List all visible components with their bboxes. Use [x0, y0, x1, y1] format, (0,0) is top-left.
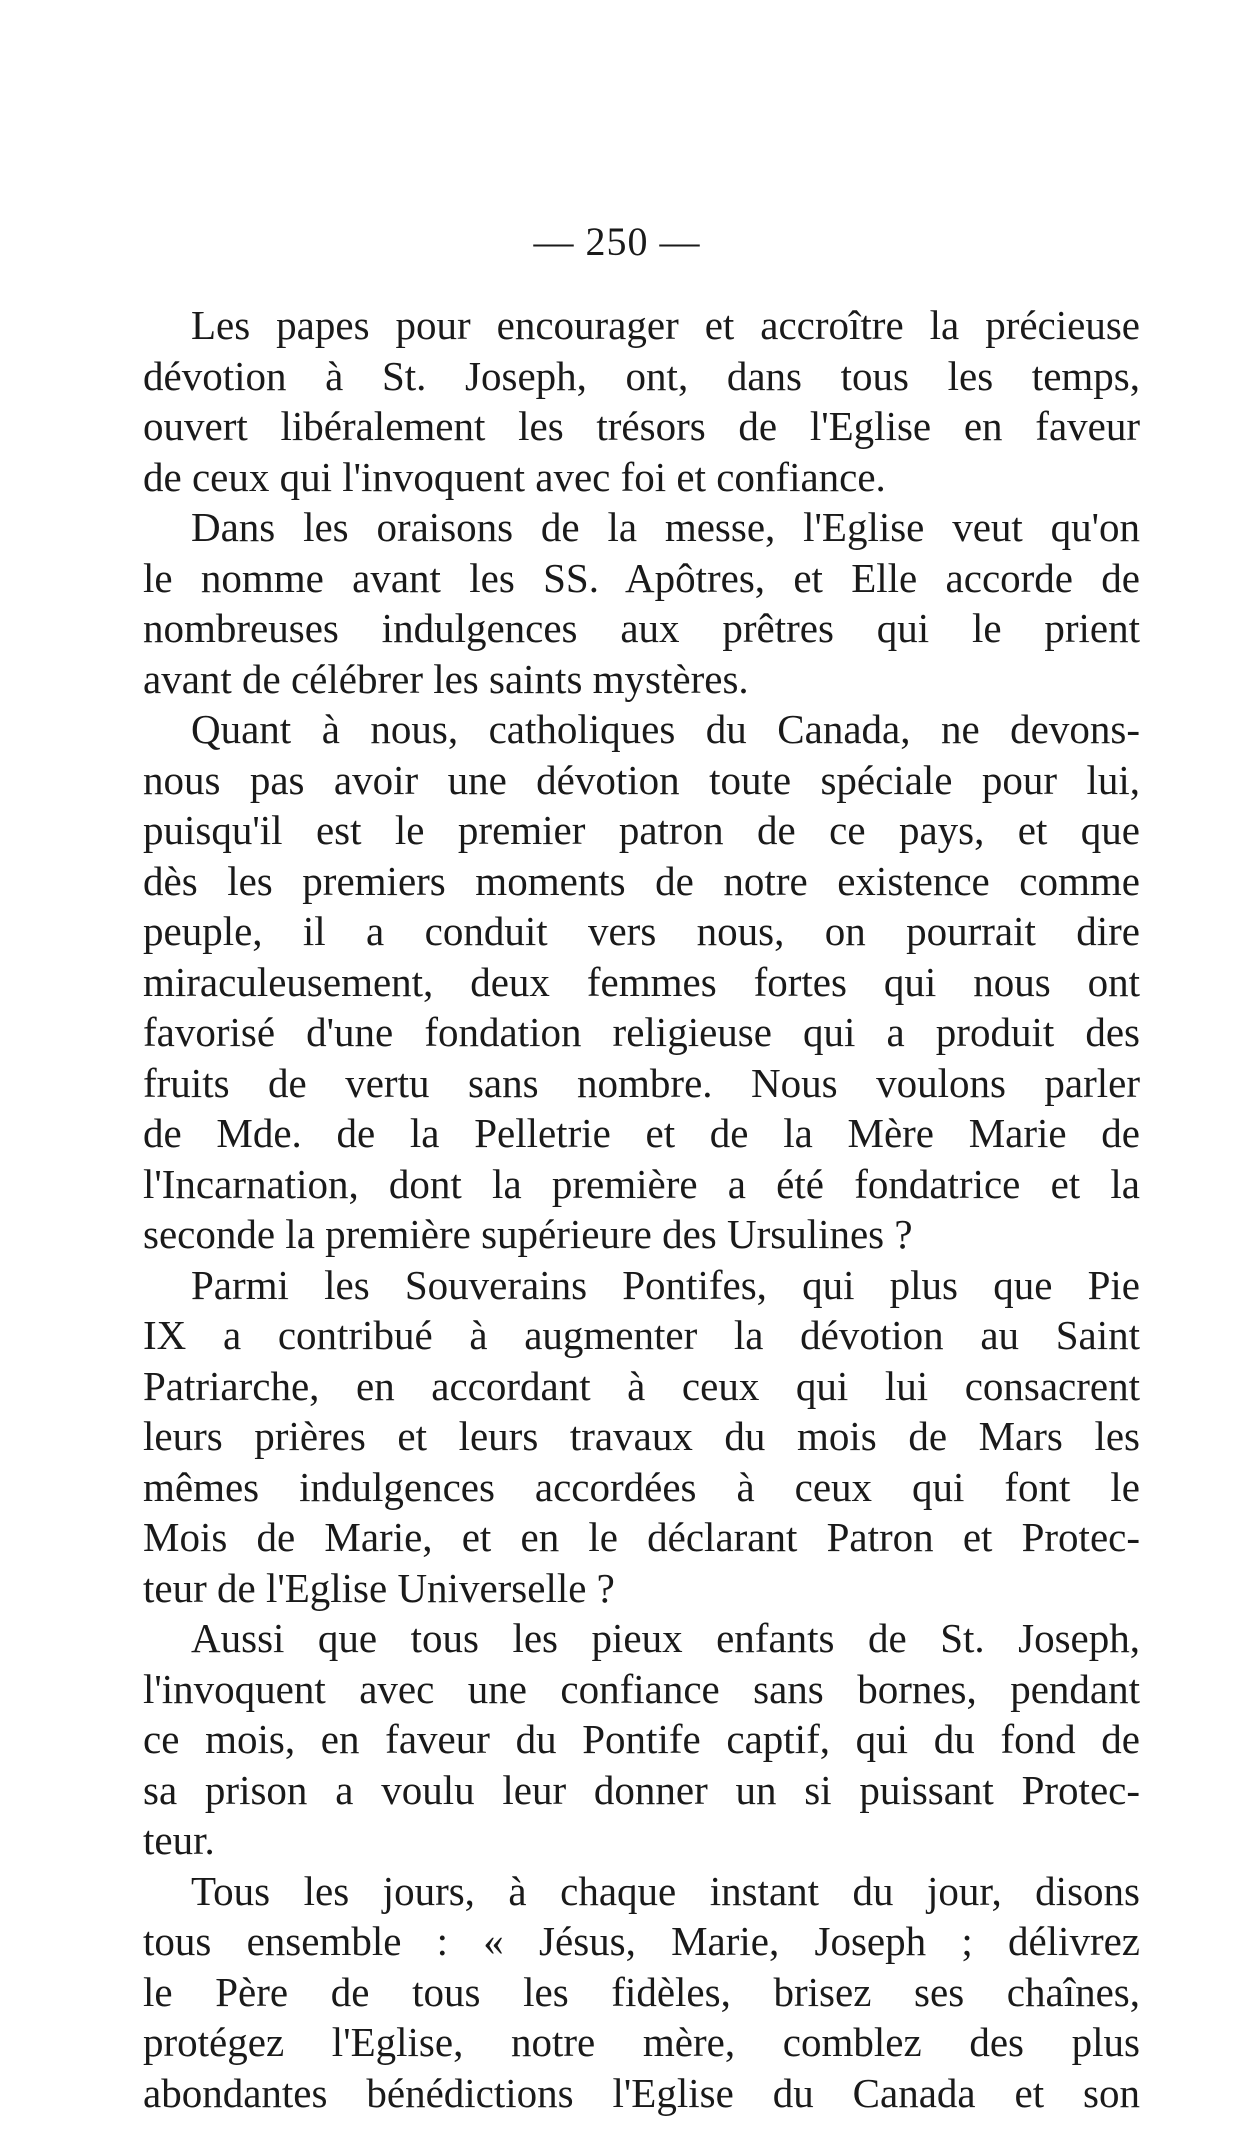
- text-line: l'invoquent avec une confiance sans bornes, pendant: [143, 1665, 1140, 1712]
- body-text: [143, 300, 1140, 2118]
- text-line: Dans les oraisons de la messe, l'Eglise veut qu'on: [191, 504, 1140, 550]
- text-line: peuple, il a conduit vers nous, on pourrait dire: [143, 908, 1140, 954]
- text-line: Parmi les Souverains Pontifes, qui plus que Pie: [191, 1261, 1140, 1308]
- text-line: le Père de tous les fidèles, brisez ses chaînes,: [143, 1968, 1140, 2015]
- text-line: nous pas avoir une dévotion toute spéciale pour lui,: [143, 756, 1140, 803]
- text-line: dévotion à St. Joseph, ont, dans tous les temps,: [143, 352, 1140, 399]
- text-line: abondantes bénédictions l'Eglise du Canada et son: [143, 2069, 1140, 2116]
- text-line: de Mde. de la Pelletrie et de la Mère Marie de: [143, 1110, 1140, 1156]
- text-line: ce mois, en faveur du Pontife captif, qui du fond de: [143, 1716, 1140, 1762]
- text-line: Quant à nous, catholiques du Canada, ne devons-: [191, 706, 1140, 752]
- text-line: nombreuses indulgences aux prêtres qui le prient: [143, 605, 1140, 651]
- page-number: — 250 —: [533, 219, 701, 264]
- text-line: puisqu'il est le premier patron de ce pays, et que: [143, 807, 1140, 853]
- text-line: ouvert libéralement les trésors de l'Eglise en faveur: [143, 403, 1140, 449]
- text-line: le nomme avant les SS. Apôtres, et Elle accorde de: [143, 554, 1140, 601]
- text-line: Les papes pour encourager et accroître la précieuse: [191, 302, 1140, 348]
- text-line: seconde la première supérieure des Ursulines ?: [143, 1211, 913, 1257]
- text-line: de ceux qui l'invoquent avec foi et confiance.: [143, 453, 886, 500]
- text-line: Aussi que tous les pieux enfants de St. Joseph,: [191, 1615, 1140, 1661]
- text-line: favorisé d'une fondation religieuse qui a produit des: [143, 1009, 1140, 1055]
- text-line: Patriarche, en accordant à ceux qui lui consacrent: [143, 1362, 1140, 1409]
- text-line: avant de célébrer les saints mystères.: [143, 655, 749, 702]
- text-line: leurs prières et leurs travaux du mois de Mars les: [143, 1413, 1140, 1459]
- text-line: fruits de vertu sans nombre. Nous voulons parler: [143, 1059, 1140, 1106]
- text-line: IX a contribué à augmenter la dévotion au Saint: [143, 1312, 1140, 1358]
- text-line: Mois de Marie, et en le déclarant Patron et Protec-: [143, 1514, 1140, 1560]
- text-line: mêmes indulgences accordées à ceux qui font le: [143, 1463, 1140, 1510]
- text-line: protégez l'Eglise, notre mère, comblez des plus: [143, 2019, 1140, 2065]
- text-line: miraculeusement, deux femmes fortes qui nous ont: [143, 958, 1140, 1005]
- text-line: teur de l'Eglise Universelle ?: [143, 1564, 615, 1611]
- text-line: l'Incarnation, dont la première a été fondatrice et la: [143, 1160, 1140, 1207]
- text-line: sa prison a voulu leur donner un si puissant Protec-: [143, 1766, 1140, 1813]
- text-line: teur.: [143, 1817, 215, 1863]
- text-line: dès les premiers moments de notre existence comme: [143, 857, 1140, 904]
- text-line: Tous les jours, à chaque instant du jour, disons: [191, 1867, 1140, 1914]
- text-line: tous ensemble : « Jésus, Marie, Joseph ; délivrez: [143, 1918, 1140, 1964]
